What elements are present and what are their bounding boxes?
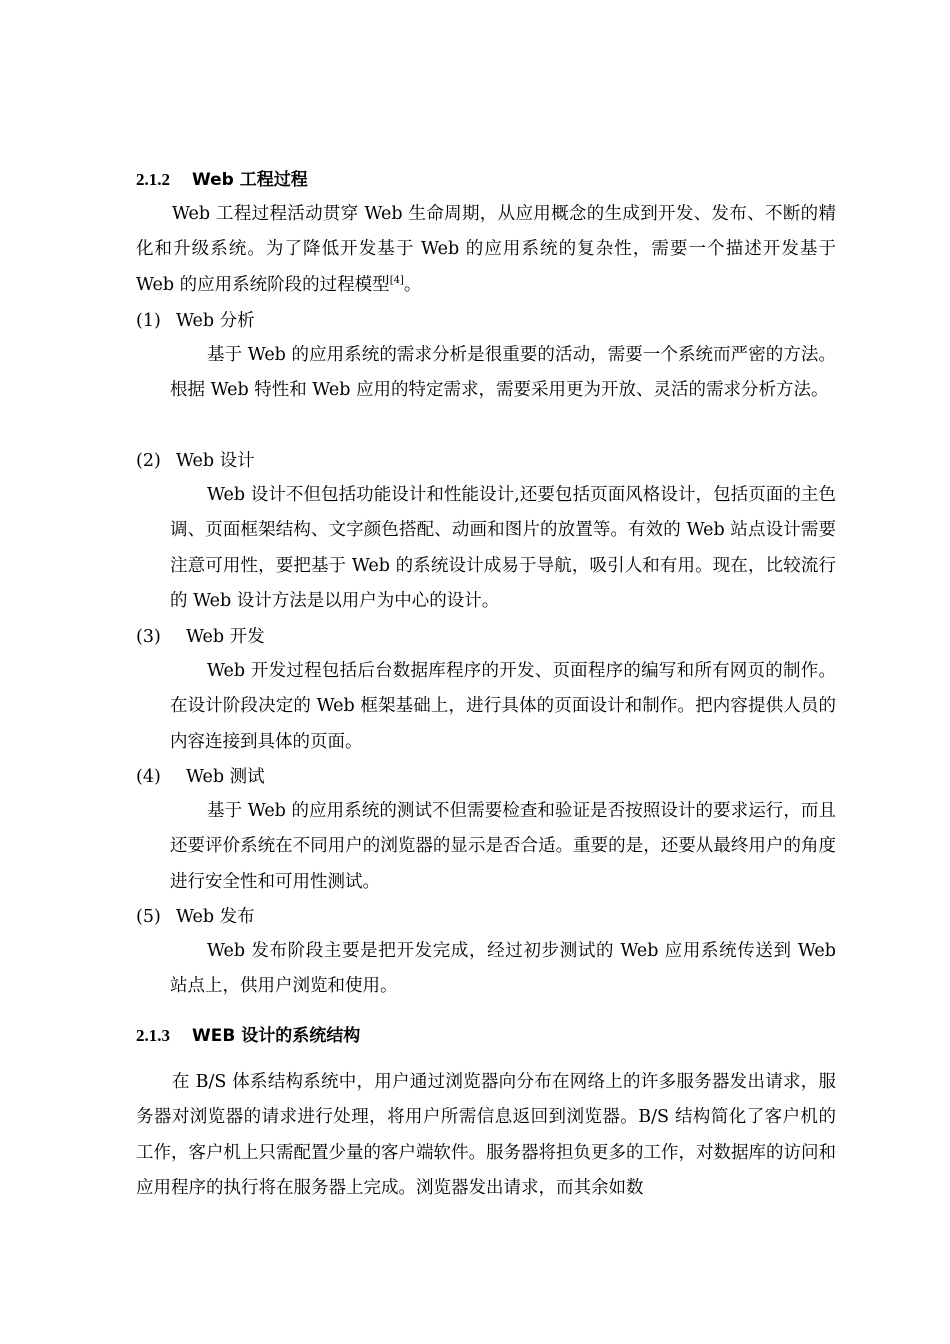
list-item-heading [136, 905, 255, 929]
section-title: WEB 设计的系统结构 [192, 1026, 361, 1046]
list-item-body: Web 设计不但包括功能设计和性能设计,还要包括页面风格设计，包括页面的主色调、页面框架结构、文字颜色搭配、动画和图片的放置等。有效的 Web 站点设计需要注意可用性，要把基于 Web 的系统设计成易于导航，吸引人和有用。现在，比较流行的 Web 设计方法是以用户为中心的设计。 [170, 485, 836, 611]
list-marker: (3) [136, 627, 161, 647]
list-item-heading [136, 625, 265, 649]
list-item-body: 基于 Web 的应用系统的需求分析是很重要的活动，需要一个系统而严密的方法。根据 Web 特性和 Web 应用的特定需求，需要采用更为开放、灵活的需求分析方法。 [170, 345, 836, 401]
list-item-body: Web 发布阶段主要是把开发完成，经过初步测试的 Web 应用系统传送到 Web 站点上，供用户浏览和使用。 [170, 941, 836, 997]
list-label: Web 分析 [176, 311, 255, 331]
citation-ref: [4] [389, 274, 404, 286]
intro-end: 。 [403, 274, 422, 295]
list-item-body: Web 开发过程包括后台数据库程序的开发、页面程序的编写和所有网页的制作。在设计阶段决定的 Web 框架基础上，进行具体的页面设计和制作。把内容提供人员的内容连接到具体的页面。 [170, 661, 836, 752]
list-label: Web 测试 [186, 767, 265, 787]
section-heading-2-1-3 [136, 1025, 360, 1047]
list-item-body: 基于 Web 的应用系统的测试不但需要检查和验证是否按照设计的要求运行，而且还要评价系统在不同用户的浏览器的显示是否合适。重要的是，还要从最终用户的角度进行安全性和可用性测试。 [170, 801, 836, 892]
section-heading-2-1-2 [136, 169, 308, 191]
list-marker: (4) [136, 767, 161, 787]
intro-text: Web 工程过程活动贯穿 Web 生命周期，从应用概念的生成到开发、发布、不断的精化和升级系统。为了降低开发基于 Web 的应用系统的复杂性，需要一个描述开发基于 Web 的应用系统阶段的过程模型 [136, 204, 836, 295]
list-label: Web 开发 [186, 627, 265, 647]
section-body-paragraph: 在 B/S 体系结构系统中，用户通过浏览器向分布在网络上的许多服务器发出请求，服务器对浏览器的请求进行处理，将用户所需信息返回到浏览器。B/S 结构简化了客户机的工作，客户机上只需配置少量的客户端软件。服务器将担负更多的工作，对数据库的访问和应用程序的执行将在服务器上完成。浏览器发出请求，而其余如数 [136, 1072, 836, 1198]
list-item-heading [136, 309, 255, 333]
section-number: 2.1.2 [136, 170, 170, 189]
section-title: Web 工程过程 [192, 170, 308, 190]
list-marker: (2) [136, 451, 161, 471]
intro-paragraph [136, 197, 836, 303]
list-item-heading [136, 765, 265, 789]
list-marker: (1) [136, 311, 161, 331]
list-item-heading [136, 449, 255, 473]
list-label: Web 发布 [176, 907, 255, 927]
section-number: 2.1.3 [136, 1026, 170, 1045]
list-marker: (5) [136, 907, 161, 927]
list-label: Web 设计 [176, 451, 255, 471]
